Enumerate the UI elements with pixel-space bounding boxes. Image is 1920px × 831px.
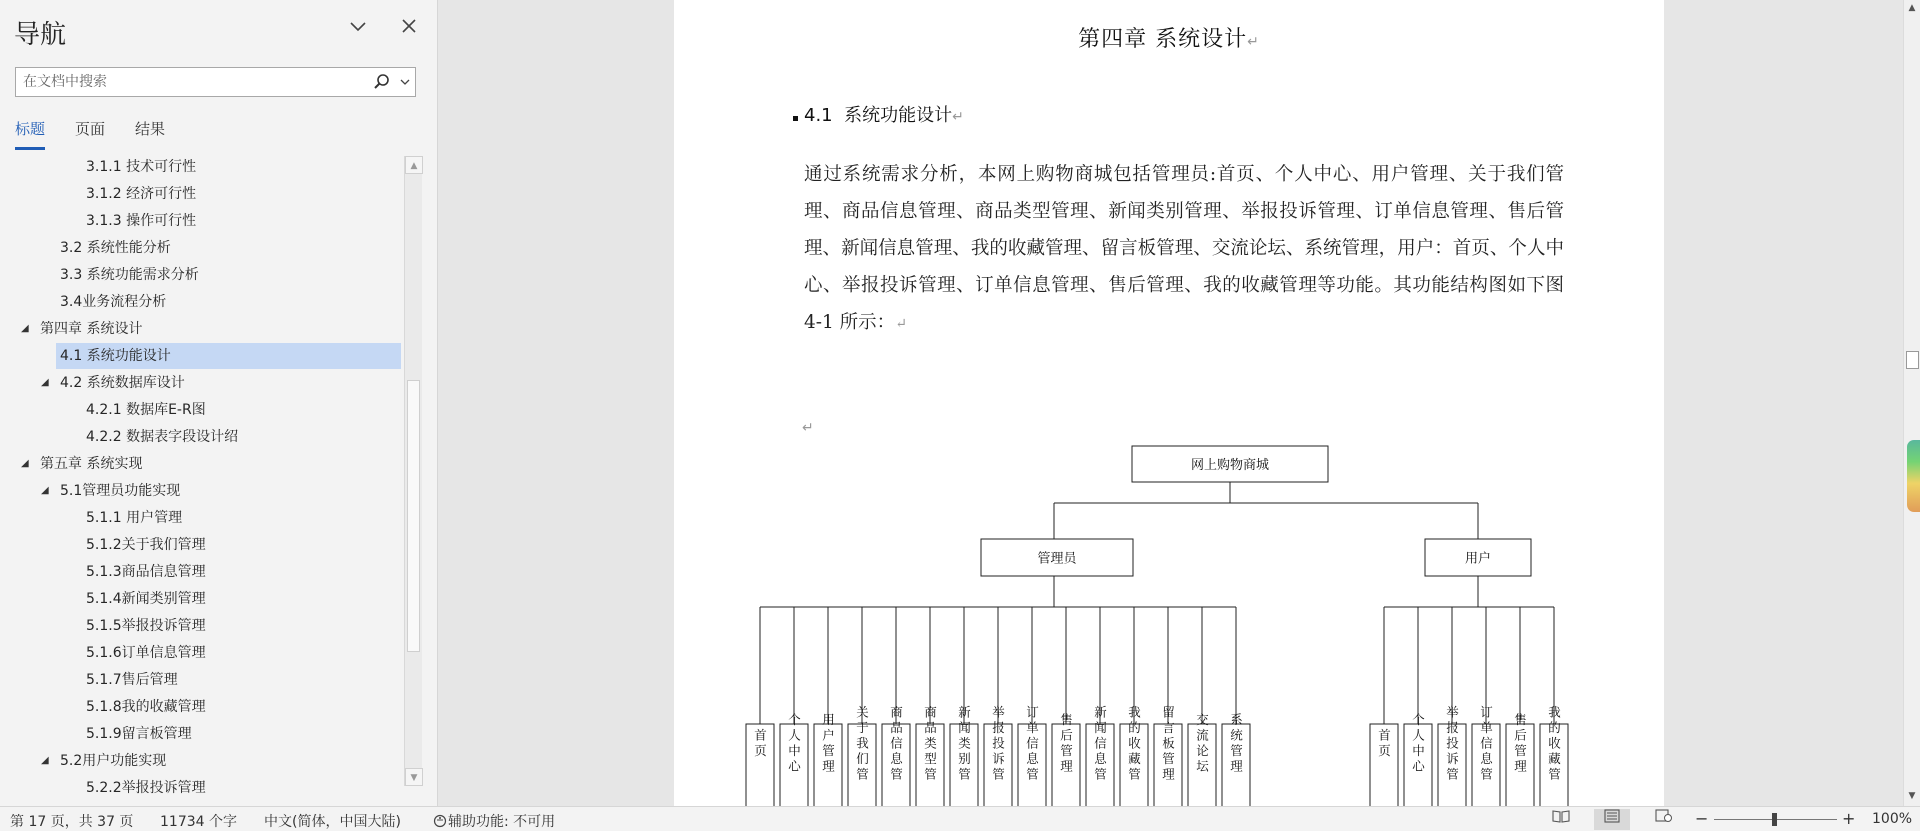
document-area: [439, 0, 1920, 806]
nav-tree-label: 5.1.7售后管理: [86, 672, 178, 688]
leaf-node-label: 举报投诉管: [1444, 705, 1460, 783]
nav-tree-item[interactable]: [0, 613, 402, 639]
tab-headings[interactable]: 标题: [15, 118, 45, 150]
branch-node-label: 用户: [1464, 551, 1492, 567]
accessibility-icon: [432, 814, 448, 828]
nav-tree-label: 5.2用户功能实现: [60, 753, 167, 769]
nav-tree-item[interactable]: [0, 451, 402, 477]
search-icon[interactable]: [373, 73, 391, 91]
section-title: 系统功能设计: [844, 105, 953, 126]
leaf-node-label: 首页: [1376, 728, 1392, 760]
leaf-node-label: 交流论坛: [1194, 713, 1210, 775]
nav-scrollbar[interactable]: [404, 156, 422, 786]
nav-tree-item[interactable]: [0, 748, 402, 774]
document-scrollbar[interactable]: [1903, 0, 1920, 806]
nav-tree-label: 5.1.5举报投诉管理: [86, 618, 206, 634]
nav-tree-label: 第五章 系统实现: [40, 456, 143, 472]
leaf-node-label: 订单信息管: [1024, 705, 1040, 783]
leaf-node-label: 个人中心: [786, 713, 802, 775]
leaf-node-label: 商品类型管: [922, 705, 938, 783]
paragraph-mark: ↵: [895, 316, 907, 332]
nav-tree-item[interactable]: [0, 586, 402, 612]
nav-tree-item[interactable]: [0, 775, 402, 801]
nav-tree-item[interactable]: [0, 478, 402, 504]
language-indicator[interactable]: 中文(简体，中国大陆): [264, 814, 401, 830]
zoom-in-button[interactable]: +: [1842, 809, 1856, 828]
nav-tree-item[interactable]: [0, 640, 402, 666]
leaf-node-label: 举报投诉管: [990, 705, 1006, 783]
nav-tree-item[interactable]: [0, 424, 402, 450]
root-node-label: 网上购物商城: [1190, 458, 1270, 473]
nav-tree-label: 3.1.2 经济可行性: [86, 186, 197, 202]
nav-tree-item[interactable]: [0, 289, 402, 315]
nav-tree-label: 5.1.8我的收藏管理: [86, 699, 206, 715]
chapter-title-text: 第四章 系统设计: [1078, 27, 1248, 52]
nav-tabs: [15, 118, 195, 150]
leaf-node-label: 新闻类别管: [956, 705, 972, 783]
nav-tree-label: 5.1.1 用户管理: [86, 510, 183, 526]
nav-tree-label: 4.2.1 数据库E-R图: [86, 402, 206, 418]
nav-tree-item[interactable]: [56, 343, 401, 369]
close-icon[interactable]: [396, 16, 422, 42]
accessibility-status[interactable]: [432, 811, 555, 831]
nav-tree-label: 5.1.4新闻类别管理: [86, 591, 206, 607]
leaf-node-label: 售后管理: [1058, 713, 1074, 775]
nav-tree-item[interactable]: [0, 316, 402, 342]
side-widget-icon[interactable]: [1907, 440, 1920, 512]
leaf-node-label: 我的收藏管: [1126, 705, 1142, 783]
nav-tree-label: 5.1管理员功能实现: [60, 483, 181, 499]
nav-tree-label: 4.1 系统功能设计: [60, 348, 171, 364]
heading-tree: [0, 154, 402, 796]
nav-tree-label: 5.1.9留言板管理: [86, 726, 192, 742]
zoom-level[interactable]: 100%: [1872, 811, 1913, 827]
nav-tree-label: 5.2.2举报投诉管理: [86, 780, 206, 796]
leaf-node-label: 新闻信息管: [1092, 705, 1108, 783]
collapse-caret-icon[interactable]: ◢: [21, 458, 29, 469]
nav-tree-item[interactable]: [0, 154, 402, 180]
nav-tree-label: 3.1.1 技术可行性: [86, 159, 197, 175]
search-box: [15, 67, 416, 97]
leaf-node-label: 用户管理: [820, 713, 836, 775]
nav-tree-item[interactable]: [0, 262, 402, 288]
function-structure-diagram: [674, 0, 1664, 806]
nav-tree-label: 4.2.2 数据表字段设计绍: [86, 429, 239, 445]
nav-tree-item[interactable]: [0, 721, 402, 747]
nav-tree-label: 4.2 系统数据库设计: [60, 375, 185, 391]
nav-tree-item[interactable]: [0, 559, 402, 585]
navigation-pane: [0, 0, 438, 806]
nav-tree-item[interactable]: [0, 370, 402, 396]
chevron-down-icon[interactable]: [345, 16, 371, 42]
nav-tree-item[interactable]: [0, 235, 402, 261]
tab-results[interactable]: 结果: [135, 120, 166, 138]
leaf-node-label: 个人中心: [1410, 713, 1426, 775]
nav-tree-label: 第四章 系统设计: [40, 321, 143, 337]
leaf-node-label: 售后管理: [1512, 713, 1528, 775]
branch-node-label: 管理员: [1037, 551, 1077, 567]
nav-tree-label: 5.1.3商品信息管理: [86, 564, 206, 580]
nav-tree-item[interactable]: [0, 532, 402, 558]
paragraph-mark: ↵: [952, 109, 964, 125]
web-layout-button[interactable]: [1646, 809, 1682, 830]
nav-tree-label: 3.2 系统性能分析: [60, 240, 171, 256]
nav-scroll-thumb[interactable]: [407, 380, 420, 652]
leaf-node-label: 商品信息管: [888, 705, 904, 783]
accessibility-label: 辅助功能: 不可用: [448, 814, 556, 830]
tab-pages[interactable]: 页面: [75, 120, 106, 138]
leaf-node-label: 系统管理: [1228, 713, 1244, 775]
paragraph-mark: ↵: [1247, 34, 1260, 50]
zoom-slider-thumb[interactable]: [1772, 813, 1777, 826]
nav-title: 导航: [14, 20, 67, 50]
nav-tree-item[interactable]: [0, 667, 402, 693]
nav-tree-label: 3.3 系统功能需求分析: [60, 267, 199, 283]
document-page[interactable]: [674, 0, 1664, 806]
status-bar: [0, 806, 1920, 831]
scroll-down-icon[interactable]: ▼: [1908, 791, 1916, 801]
collapse-caret-icon[interactable]: ◢: [21, 323, 29, 334]
search-input[interactable]: [16, 68, 376, 96]
collapse-caret-icon[interactable]: ◢: [41, 755, 49, 766]
paragraph-text: 通过系统需求分析，本网上购物商城包括管理员:首页、个人中心、用户管理、关于我们管理、商品信息管理、商品类型管理、新闻类别管理、举报投诉管理、订单信息管理、售后管理、新闻信息管理、我的收藏管理、留言板管理、交流论坛、系统管理，用户：首页、个人中心、举报投诉管理、订单信息管理、售后管理、我的收藏管理等功能。其功能结构图如下图 4-1 所示：: [804, 164, 1564, 333]
scroll-up-icon[interactable]: ▲: [1908, 3, 1916, 13]
leaf-node-label: 首页: [752, 728, 768, 760]
print-layout-button[interactable]: [1594, 809, 1630, 830]
page-count[interactable]: 第 17 页，共 37 页: [10, 814, 134, 830]
zoom-out-button[interactable]: −: [1695, 809, 1709, 828]
document-scroll-thumb[interactable]: [1906, 351, 1919, 369]
scroll-up-icon[interactable]: ▲: [405, 156, 423, 174]
nav-tree-label: 5.1.6订单信息管理: [86, 645, 206, 661]
section-number: 4.1: [804, 105, 833, 126]
leaf-node-label: 我的收藏管: [1546, 705, 1562, 783]
nav-tree-item[interactable]: [0, 181, 402, 207]
empty-paragraph-mark: ↵: [802, 420, 814, 436]
nav-tree-item[interactable]: [0, 694, 402, 720]
nav-tree-item[interactable]: [0, 397, 402, 423]
nav-tree-label: 3.1.3 操作可行性: [86, 213, 197, 229]
nav-tree-item[interactable]: [0, 505, 402, 531]
word-count[interactable]: 11734 个字: [160, 814, 237, 830]
scroll-down-icon[interactable]: ▼: [405, 768, 423, 786]
leaf-node-label: 订单信息管: [1478, 705, 1494, 783]
nav-tree-item[interactable]: [0, 208, 402, 234]
nav-tree-label: 5.1.2关于我们管理: [86, 537, 206, 553]
nav-tree-label: 3.4业务流程分析: [60, 294, 167, 310]
read-mode-button[interactable]: [1543, 809, 1579, 830]
leaf-node-label: 关于我们管: [854, 705, 870, 783]
collapse-caret-icon[interactable]: ◢: [41, 485, 49, 496]
collapse-caret-icon[interactable]: ◢: [41, 377, 49, 388]
search-dropdown-icon[interactable]: [400, 72, 410, 95]
leaf-node-label: 留言板管理: [1160, 705, 1176, 783]
